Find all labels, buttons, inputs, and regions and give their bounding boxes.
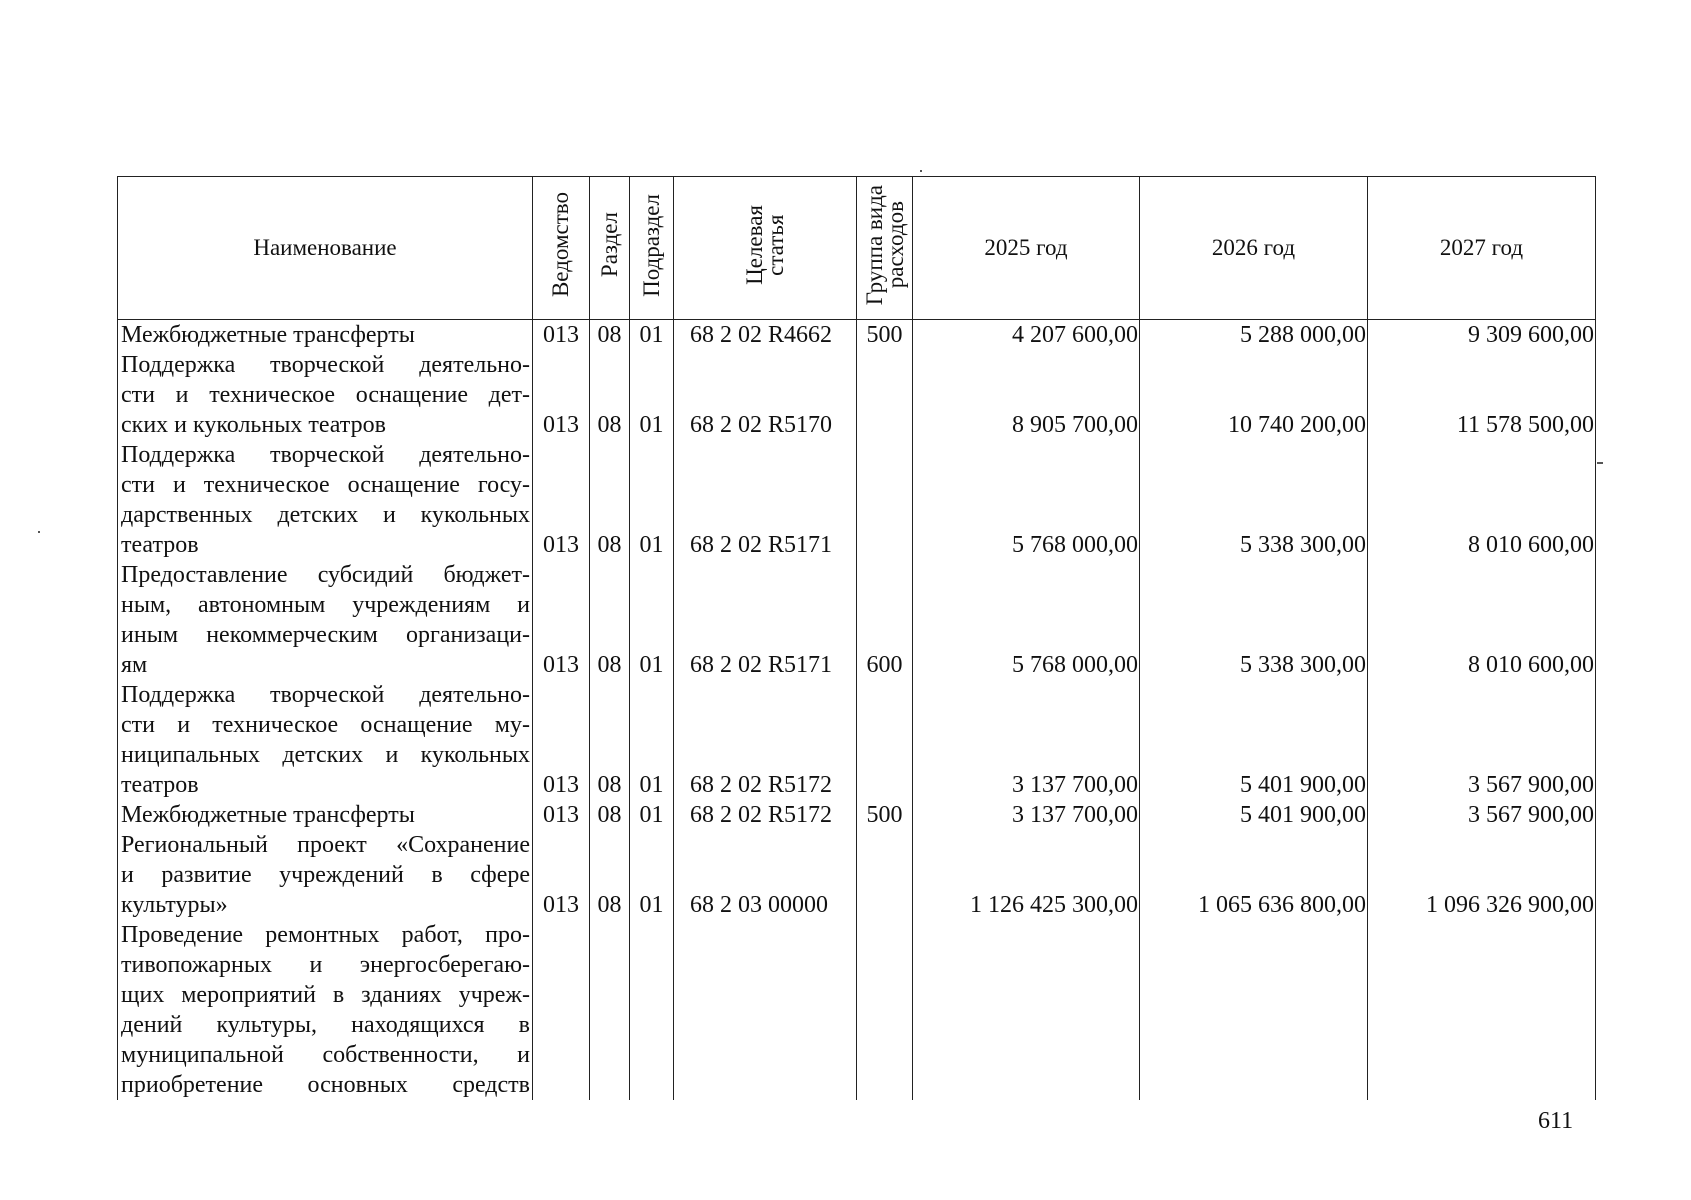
table-row [118, 560, 1596, 680]
row-amount-2027: 1 096 326 900,00 [1368, 830, 1596, 920]
row-target-article: 68 2 02 R5172 [674, 800, 857, 830]
row-section: 08 [590, 320, 630, 351]
table-row [118, 830, 1596, 920]
row-amount-2027: 3 567 900,00 [1368, 680, 1596, 800]
row-name-line: Региональный проект «Сохранение [121, 832, 530, 858]
header-name: Наименование [118, 177, 533, 320]
row-name-line: театров [121, 772, 199, 798]
row-name-line: тивопожарных и энергосберегаю- [121, 952, 530, 978]
row-expense-group: 500 [857, 800, 913, 830]
row-amount-2026: 5 338 300,00 [1140, 560, 1368, 680]
row-target-article: 68 2 02 R4662 [674, 320, 857, 351]
row-subsection: 01 [630, 320, 674, 351]
row-name-line: и развитие учреждений в сфере [121, 862, 530, 888]
row-name [118, 920, 533, 1100]
header-target-article: Целевая статья [674, 177, 857, 320]
row-department: 013 [533, 800, 590, 830]
row-subsection: 01 [630, 560, 674, 680]
row-expense-group [857, 920, 913, 1100]
row-expense-group: 500 [857, 320, 913, 351]
row-target-article: 68 2 02 R5171 [674, 560, 857, 680]
row-name-line: приобретение основных средств [121, 1072, 530, 1098]
row-amount-2027: 11 578 500,00 [1368, 350, 1596, 440]
row-amount-2026: 5 401 900,00 [1140, 800, 1368, 830]
row-subsection [630, 920, 674, 1100]
row-amount-2025: 5 768 000,00 [913, 440, 1140, 560]
header-year-2025: 2025 год [913, 177, 1140, 320]
row-expense-group [857, 830, 913, 920]
row-amount-2026: 5 338 300,00 [1140, 440, 1368, 560]
table-row [118, 680, 1596, 800]
row-department: 013 [533, 830, 590, 920]
table-row [118, 800, 1596, 830]
row-name-line: ным, автономным учреждениям и [121, 592, 530, 618]
row-section: 08 [590, 800, 630, 830]
scan-speck [920, 170, 922, 172]
row-section: 08 [590, 560, 630, 680]
row-name-line: культуры» [121, 892, 228, 918]
table-header-row [118, 177, 1596, 320]
row-amount-2026: 10 740 200,00 [1140, 350, 1368, 440]
row-amount-2025: 3 137 700,00 [913, 800, 1140, 830]
header-subsection: Подраздел [630, 177, 674, 320]
row-name-line: сти и техническое оснащение му- [121, 712, 530, 738]
row-department: 013 [533, 440, 590, 560]
header-expense-group: Группа вида расходов [857, 177, 913, 320]
page-number: 611 [1538, 1108, 1574, 1134]
table-row [118, 440, 1596, 560]
row-name-line: дарственных детских и кукольных [121, 502, 530, 528]
row-name-line: сти и техническое оснащение дет- [121, 382, 530, 408]
header-section: Раздел [590, 177, 630, 320]
row-amount-2027 [1368, 920, 1596, 1100]
scan-speck [38, 531, 40, 533]
row-name [118, 800, 533, 830]
row-subsection: 01 [630, 830, 674, 920]
row-subsection: 01 [630, 350, 674, 440]
row-department: 013 [533, 560, 590, 680]
table-row [118, 320, 1596, 351]
row-amount-2025: 8 905 700,00 [913, 350, 1140, 440]
row-name-line: иным некоммерческим организаци- [121, 622, 530, 648]
row-amount-2025 [913, 920, 1140, 1100]
row-subsection: 01 [630, 440, 674, 560]
row-name-line: театров [121, 532, 199, 558]
header-department: Ведомство [533, 177, 590, 320]
row-name-line: Поддержка творческой деятельно- [121, 442, 530, 468]
row-amount-2027: 8 010 600,00 [1368, 560, 1596, 680]
row-name-line: Межбюджетные трансферты [121, 802, 415, 828]
row-name-line: ниципальных детских и кукольных [121, 742, 530, 768]
row-department: 013 [533, 350, 590, 440]
row-amount-2027: 3 567 900,00 [1368, 800, 1596, 830]
row-amount-2025: 1 126 425 300,00 [913, 830, 1140, 920]
row-name-line: Поддержка творческой деятельно- [121, 682, 530, 708]
row-amount-2026: 1 065 636 800,00 [1140, 830, 1368, 920]
row-amount-2027: 9 309 600,00 [1368, 320, 1596, 351]
budget-table [117, 176, 1596, 1100]
row-department: 013 [533, 680, 590, 800]
row-subsection: 01 [630, 800, 674, 830]
row-name-line: муниципальной собственности, и [121, 1042, 530, 1068]
row-target-article: 68 2 02 R5170 [674, 350, 857, 440]
row-name [118, 320, 533, 351]
row-amount-2026: 5 288 000,00 [1140, 320, 1368, 351]
row-amount-2025: 4 207 600,00 [913, 320, 1140, 351]
row-name [118, 830, 533, 920]
row-name-line: щих мероприятий в зданиях учреж- [121, 982, 530, 1008]
row-amount-2025: 5 768 000,00 [913, 560, 1140, 680]
table-row [118, 920, 1596, 1100]
row-name [118, 440, 533, 560]
row-department: 013 [533, 320, 590, 351]
row-expense-group [857, 440, 913, 560]
row-department [533, 920, 590, 1100]
row-name-line: дений культуры, находящихся в [121, 1012, 530, 1038]
header-year-2026: 2026 год [1140, 177, 1368, 320]
scan-speck [1597, 462, 1603, 464]
row-subsection: 01 [630, 680, 674, 800]
row-expense-group: 600 [857, 560, 913, 680]
row-amount-2026: 5 401 900,00 [1140, 680, 1368, 800]
row-name-line: Поддержка творческой деятельно- [121, 352, 530, 378]
row-expense-group [857, 680, 913, 800]
row-section: 08 [590, 680, 630, 800]
table-row [118, 350, 1596, 440]
row-section: 08 [590, 350, 630, 440]
row-name-line: Проведение ремонтных работ, про- [121, 922, 530, 948]
row-name-line: сти и техническое оснащение госу- [121, 472, 530, 498]
table-body [118, 320, 1596, 1101]
row-name [118, 350, 533, 440]
row-section: 08 [590, 830, 630, 920]
row-amount-2026 [1140, 920, 1368, 1100]
row-target-article: 68 2 02 R5172 [674, 680, 857, 800]
row-target-article: 68 2 02 R5171 [674, 440, 857, 560]
row-section: 08 [590, 440, 630, 560]
row-amount-2025: 3 137 700,00 [913, 680, 1140, 800]
row-expense-group [857, 350, 913, 440]
row-target-article: 68 2 03 00000 [674, 830, 857, 920]
header-year-2027: 2027 год [1368, 177, 1596, 320]
row-target-article [674, 920, 857, 1100]
row-name-line: ских и кукольных театров [121, 412, 386, 438]
row-name [118, 680, 533, 800]
row-name-line: ям [121, 652, 148, 678]
row-name [118, 560, 533, 680]
row-amount-2027: 8 010 600,00 [1368, 440, 1596, 560]
row-name-line: Предоставление субсидий бюджет- [121, 562, 530, 588]
row-name-line: Межбюджетные трансферты [121, 322, 415, 348]
row-section [590, 920, 630, 1100]
